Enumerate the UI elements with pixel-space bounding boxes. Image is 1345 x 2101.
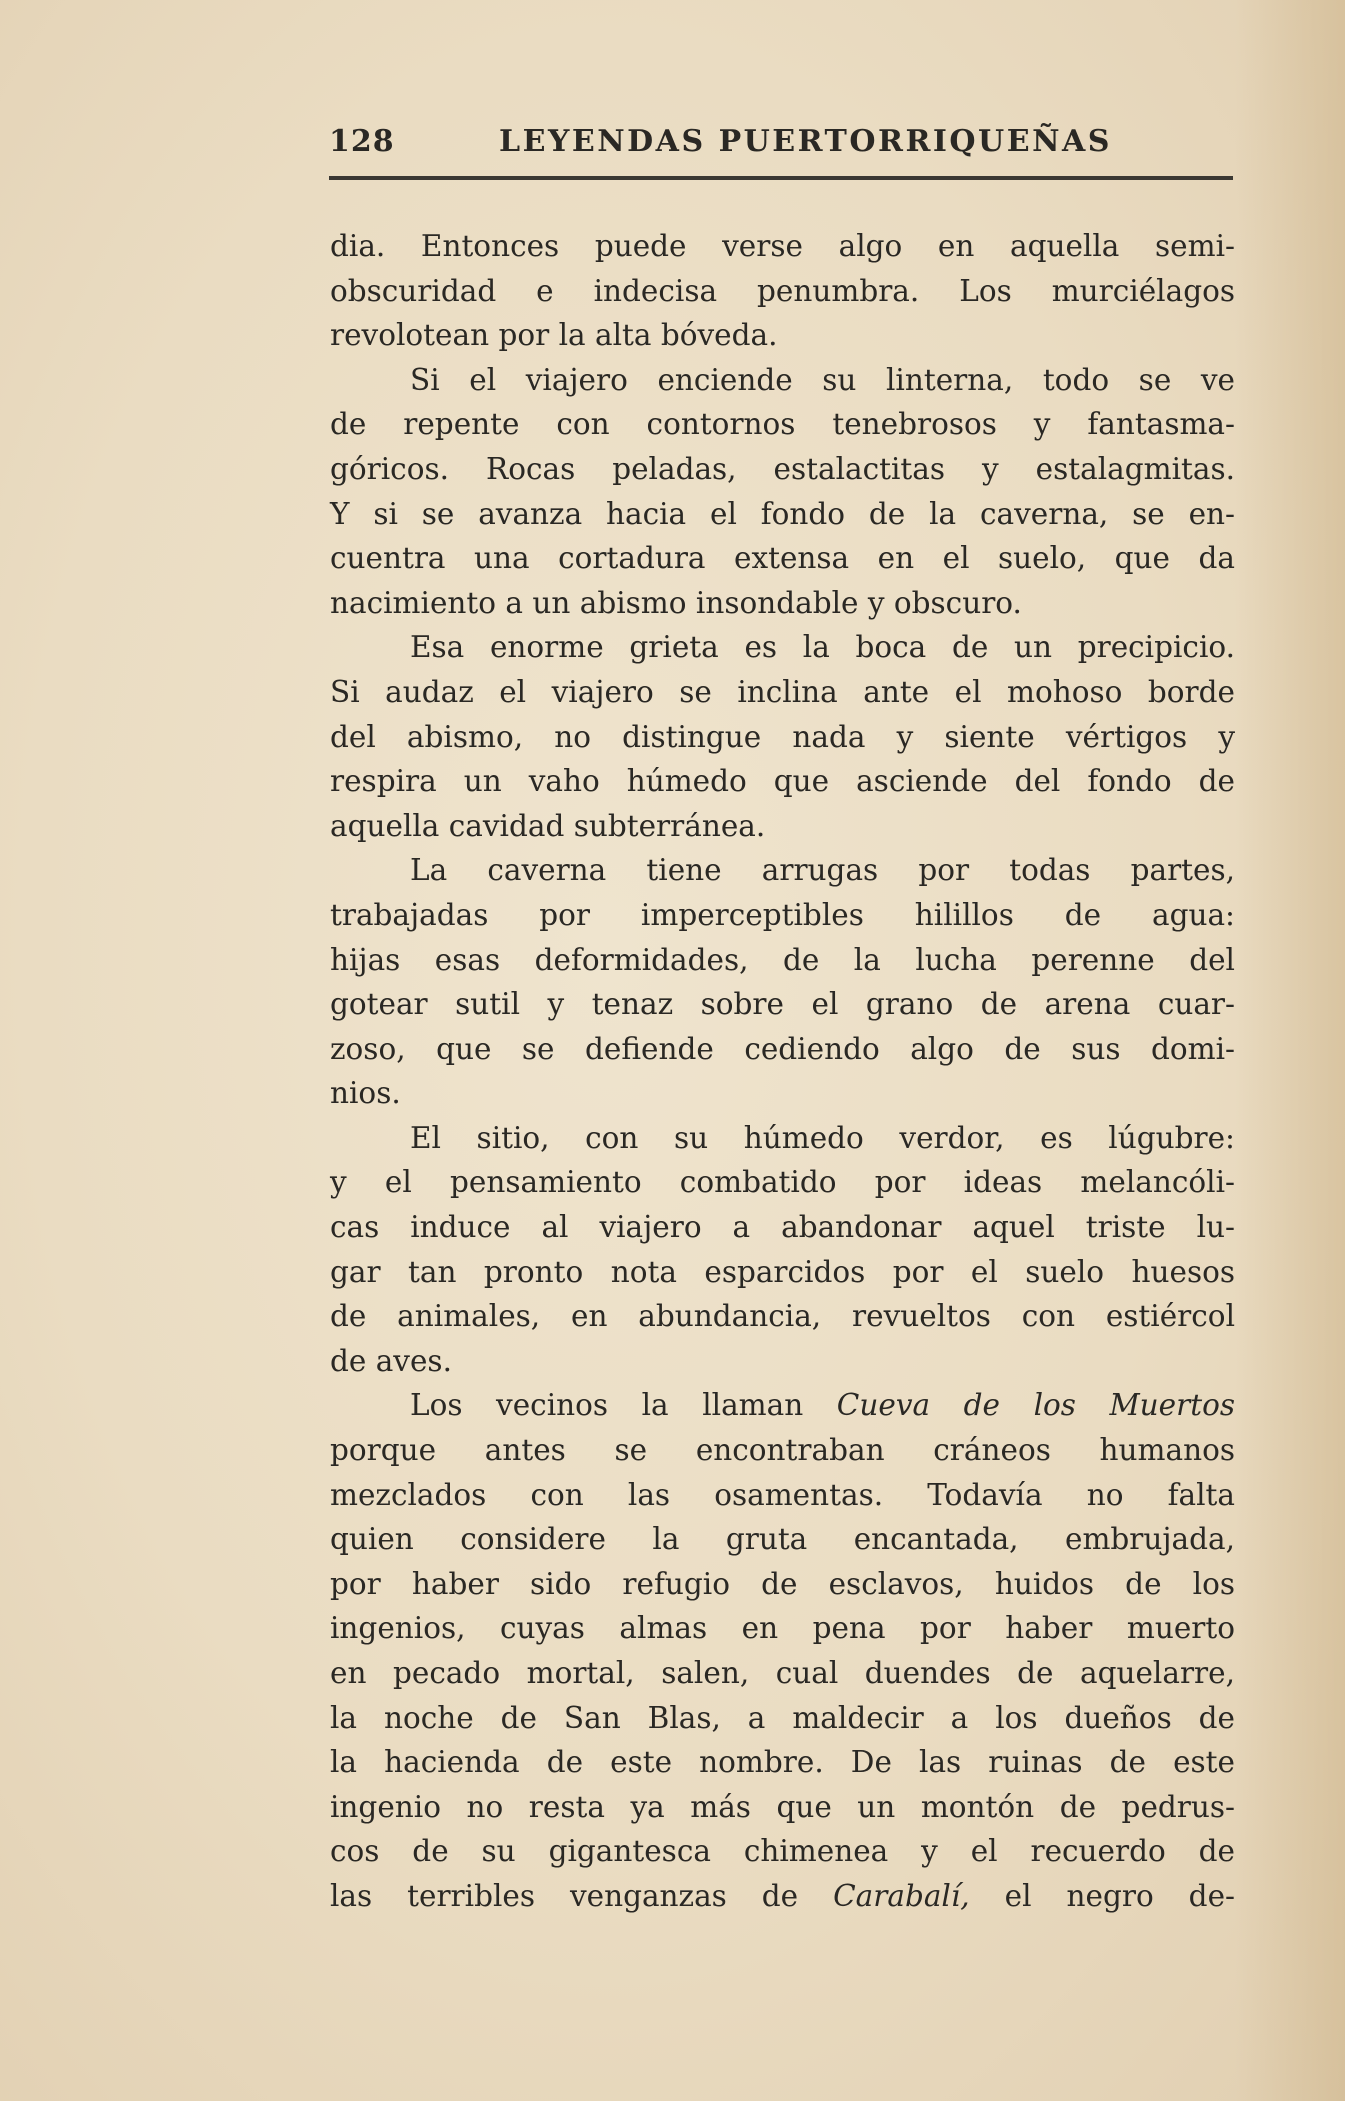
text-line: cuentra una cortadura extensa en el suelo, que da [330, 541, 1235, 576]
text-segment: las terribles venganzas de [330, 1878, 834, 1913]
text-segment: Los vecinos la llaman [410, 1388, 837, 1423]
text-line: trabajadas por imperceptibles hilillos de agua: [330, 897, 1235, 932]
text-line: porque antes se encontraban cráneos humanos [330, 1433, 1235, 1468]
text-line: gar tan pronto nota esparcidos por el suelo huesos [330, 1254, 1235, 1289]
body-text [330, 224, 1235, 1919]
text-line: gotear sutil y tenaz sobre el grano de arena cuar- [330, 987, 1235, 1022]
text-line: zoso, que se defiende cediendo algo de sus domi- [330, 1031, 1235, 1066]
text-line: Si audaz el viajero se inclina ante el mohoso borde [330, 674, 1235, 709]
text-line: Y si se avanza hacia el fondo de la caverna, se en- [330, 496, 1235, 531]
text-line: nios. [330, 1076, 401, 1111]
text-line: obscuridad e indecisa penumbra. Los murciélagos [330, 273, 1235, 308]
text-line: quien considere la gruta encantada, embrujada, [330, 1522, 1235, 1557]
text-line: góricos. Rocas peladas, estalactitas y estalagmitas. [330, 451, 1235, 486]
text-line: del abismo, no distingue nada y siente vértigos y [330, 719, 1235, 754]
text-line: por haber sido refugio de esclavos, huidos de los [330, 1566, 1235, 1601]
text-line: revolotean por la alta bóveda. [330, 318, 778, 353]
text-line: la hacienda de este nombre. De las ruinas de este [330, 1745, 1235, 1780]
text-line [330, 1874, 1235, 1919]
text-line: La caverna tiene arrugas por todas partes, [410, 853, 1235, 888]
text-line: de aves. [330, 1343, 452, 1378]
text-line: de repente con contornos tenebrosos y fantasma- [330, 407, 1235, 442]
text-line: en pecado mortal, salen, cual duendes de aquelarre, [330, 1656, 1235, 1690]
text-line: la noche de San Blas, a maldecir a los dueños de [330, 1700, 1235, 1735]
running-head: LEYENDAS PUERTORRIQUEÑAS [499, 124, 1112, 159]
text-line: ingenios, cuyas almas en pena por haber muerto [330, 1611, 1235, 1646]
text-line: respira un vaho húmedo que asciende del fondo de [330, 764, 1235, 799]
text-line: mezclados con las osamentas. Todavía no falta [330, 1477, 1235, 1512]
text-line: aquella cavidad subterránea. [330, 808, 766, 843]
text-line: y el pensamiento combatido por ideas melancóli- [330, 1165, 1235, 1200]
text-line: nacimiento a un abismo insondable y obscuro. [330, 585, 1022, 620]
italic-title: Cueva de los Muertos [836, 1388, 1235, 1423]
italic-title: Carabalí, [833, 1878, 970, 1913]
page-number: 128 [329, 124, 395, 159]
text-line: Si el viajero enciende su linterna, todo se ve [410, 362, 1235, 397]
text-line: de animales, en abundancia, revueltos con estiércol [330, 1299, 1235, 1334]
text-line: El sitio, con su húmedo verdor, es lúgubre: [410, 1120, 1235, 1155]
text-segment: el negro de- [969, 1878, 1235, 1913]
text-line: cas induce al viajero a abandonar aquel triste lu- [330, 1210, 1235, 1245]
text-line: ingenio no resta ya más que un montón de pedrus- [330, 1789, 1235, 1824]
text-line: Esa enorme grieta es la boca de un precipicio. [410, 630, 1235, 665]
page-header [329, 120, 1233, 180]
text-line: dia. Entonces puede verse algo en aquella semi- [330, 229, 1235, 263]
text-line [330, 1383, 1235, 1428]
text-line: hijas esas deformidades, de la lucha perenne del [330, 942, 1235, 977]
text-line: cos de su gigantesca chimenea y el recuerdo de [330, 1834, 1235, 1869]
